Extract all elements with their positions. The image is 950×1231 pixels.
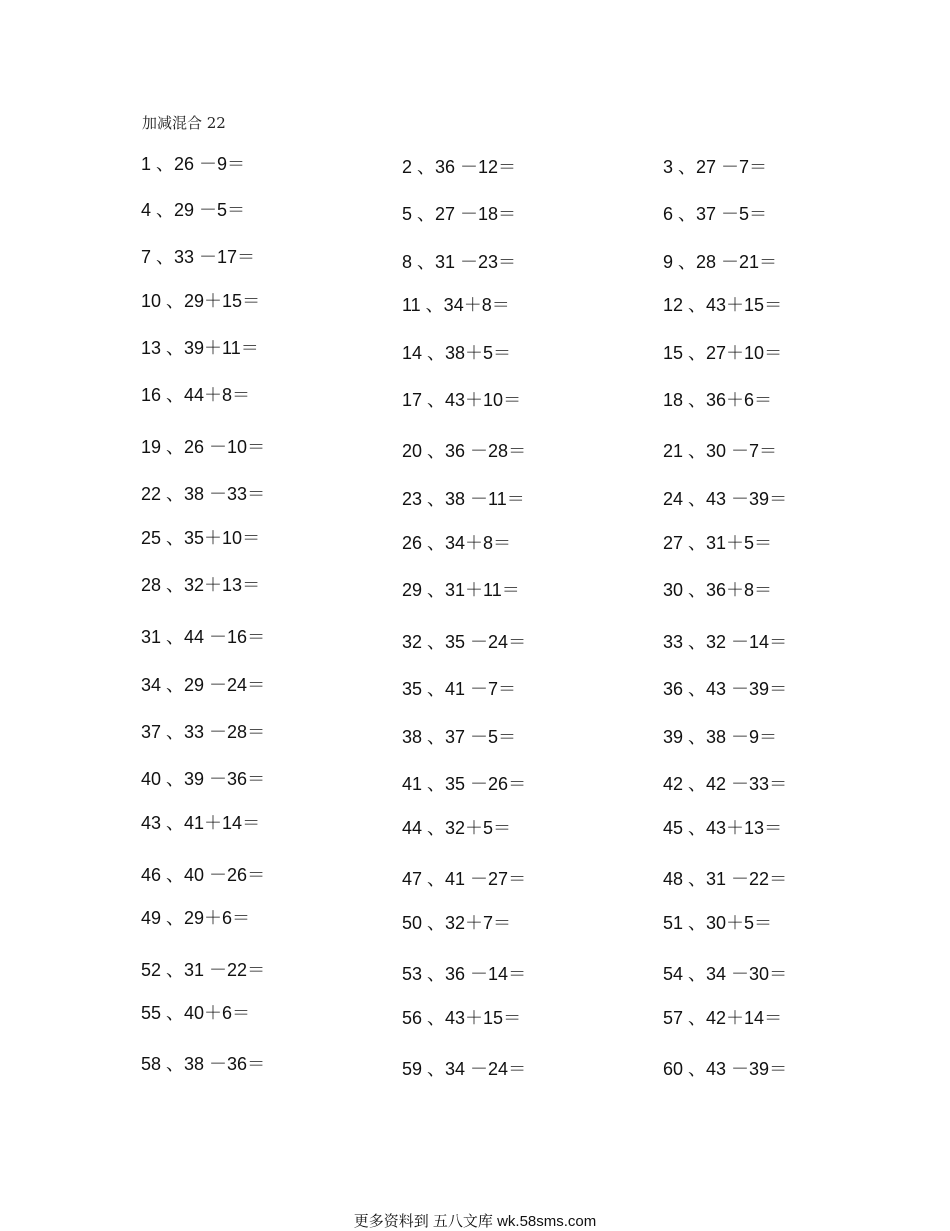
- problem-item: 21 、30 －7＝: [663, 441, 778, 461]
- problem-item: 28 、32＋13＝: [141, 575, 261, 595]
- problem-item: 10 、29＋15＝: [141, 291, 261, 311]
- problem-item: 40 、39 －36＝: [141, 769, 266, 789]
- problem-item: 43 、41＋14＝: [141, 813, 261, 833]
- problem-item: 55 、40＋6＝: [141, 1003, 251, 1023]
- problem-item: 59 、34 －24＝: [402, 1059, 527, 1079]
- problem-item: 32 、35 －24＝: [402, 632, 527, 652]
- problem-item: 51 、30＋5＝: [663, 913, 773, 933]
- problem-item: 34 、29 －24＝: [141, 675, 266, 695]
- problem-item: 17 、43＋10＝: [402, 390, 522, 410]
- problem-item: 45 、43＋13＝: [663, 818, 783, 838]
- problem-item: 60 、43 －39＝: [663, 1059, 788, 1079]
- problem-item: 7 、33 －17＝: [141, 247, 256, 267]
- footer-watermark: 更多资料到 五八文库 wk.58sms.com: [353, 1213, 597, 1230]
- problem-item: 1 、26 －9＝: [141, 154, 246, 174]
- problem-item: 54 、34 －30＝: [663, 964, 788, 984]
- problem-item: 53 、36 －14＝: [402, 964, 527, 984]
- problem-item: 31 、44 －16＝: [141, 627, 266, 647]
- problem-item: 39 、38 －9＝: [663, 727, 778, 747]
- problem-item: 37 、33 －28＝: [141, 722, 266, 742]
- problem-item: 2 、36 －12＝: [402, 157, 517, 177]
- page-title: 加减混合 22: [142, 114, 226, 132]
- problem-item: 9 、28 －21＝: [663, 252, 778, 272]
- problem-item: 30 、36＋8＝: [663, 580, 773, 600]
- problem-item: 36 、43 －39＝: [663, 679, 788, 699]
- problem-item: 8 、31 －23＝: [402, 252, 517, 272]
- problem-item: 29 、31＋11＝: [402, 580, 520, 600]
- problem-item: 47 、41 －27＝: [402, 869, 527, 889]
- problem-item: 18 、36＋6＝: [663, 390, 773, 410]
- problem-item: 4 、29 －5＝: [141, 200, 246, 220]
- problem-item: 13 、39＋11＝: [141, 338, 259, 358]
- problem-item: 23 、38 －11＝: [402, 489, 525, 509]
- problem-item: 50 、32＋7＝: [402, 913, 512, 933]
- problem-item: 33 、32 －14＝: [663, 632, 788, 652]
- problem-item: 48 、31 －22＝: [663, 869, 788, 889]
- problem-item: 16 、44＋8＝: [141, 385, 251, 405]
- problem-item: 27 、31＋5＝: [663, 533, 773, 553]
- problem-item: 6 、37 －5＝: [663, 204, 768, 224]
- problem-item: 3 、27 －7＝: [663, 157, 768, 177]
- problem-item: 46 、40 －26＝: [141, 865, 266, 885]
- problem-item: 12 、43＋15＝: [663, 295, 783, 315]
- problem-item: 38 、37 －5＝: [402, 727, 517, 747]
- problem-item: 24 、43 －39＝: [663, 489, 788, 509]
- problem-item: 15 、27＋10＝: [663, 343, 783, 363]
- problem-item: 25 、35＋10＝: [141, 528, 261, 548]
- problem-item: 20 、36 －28＝: [402, 441, 527, 461]
- problem-item: 49 、29＋6＝: [141, 908, 251, 928]
- problem-item: 44 、32＋5＝: [402, 818, 512, 838]
- problem-item: 56 、43＋15＝: [402, 1008, 522, 1028]
- problem-item: 42 、42 －33＝: [663, 774, 788, 794]
- problem-item: 11 、34＋8＝: [402, 295, 510, 315]
- problem-item: 57 、42＋14＝: [663, 1008, 783, 1028]
- problem-item: 22 、38 －33＝: [141, 484, 266, 504]
- problem-item: 41 、35 －26＝: [402, 774, 527, 794]
- problem-item: 14 、38＋5＝: [402, 343, 512, 363]
- problem-item: 58 、38 －36＝: [141, 1054, 266, 1074]
- problem-item: 35 、41 －7＝: [402, 679, 517, 699]
- problem-item: 5 、27 －18＝: [402, 204, 517, 224]
- problem-item: 26 、34＋8＝: [402, 533, 512, 553]
- problem-item: 52 、31 －22＝: [141, 960, 266, 980]
- problem-item: 19 、26 －10＝: [141, 437, 266, 457]
